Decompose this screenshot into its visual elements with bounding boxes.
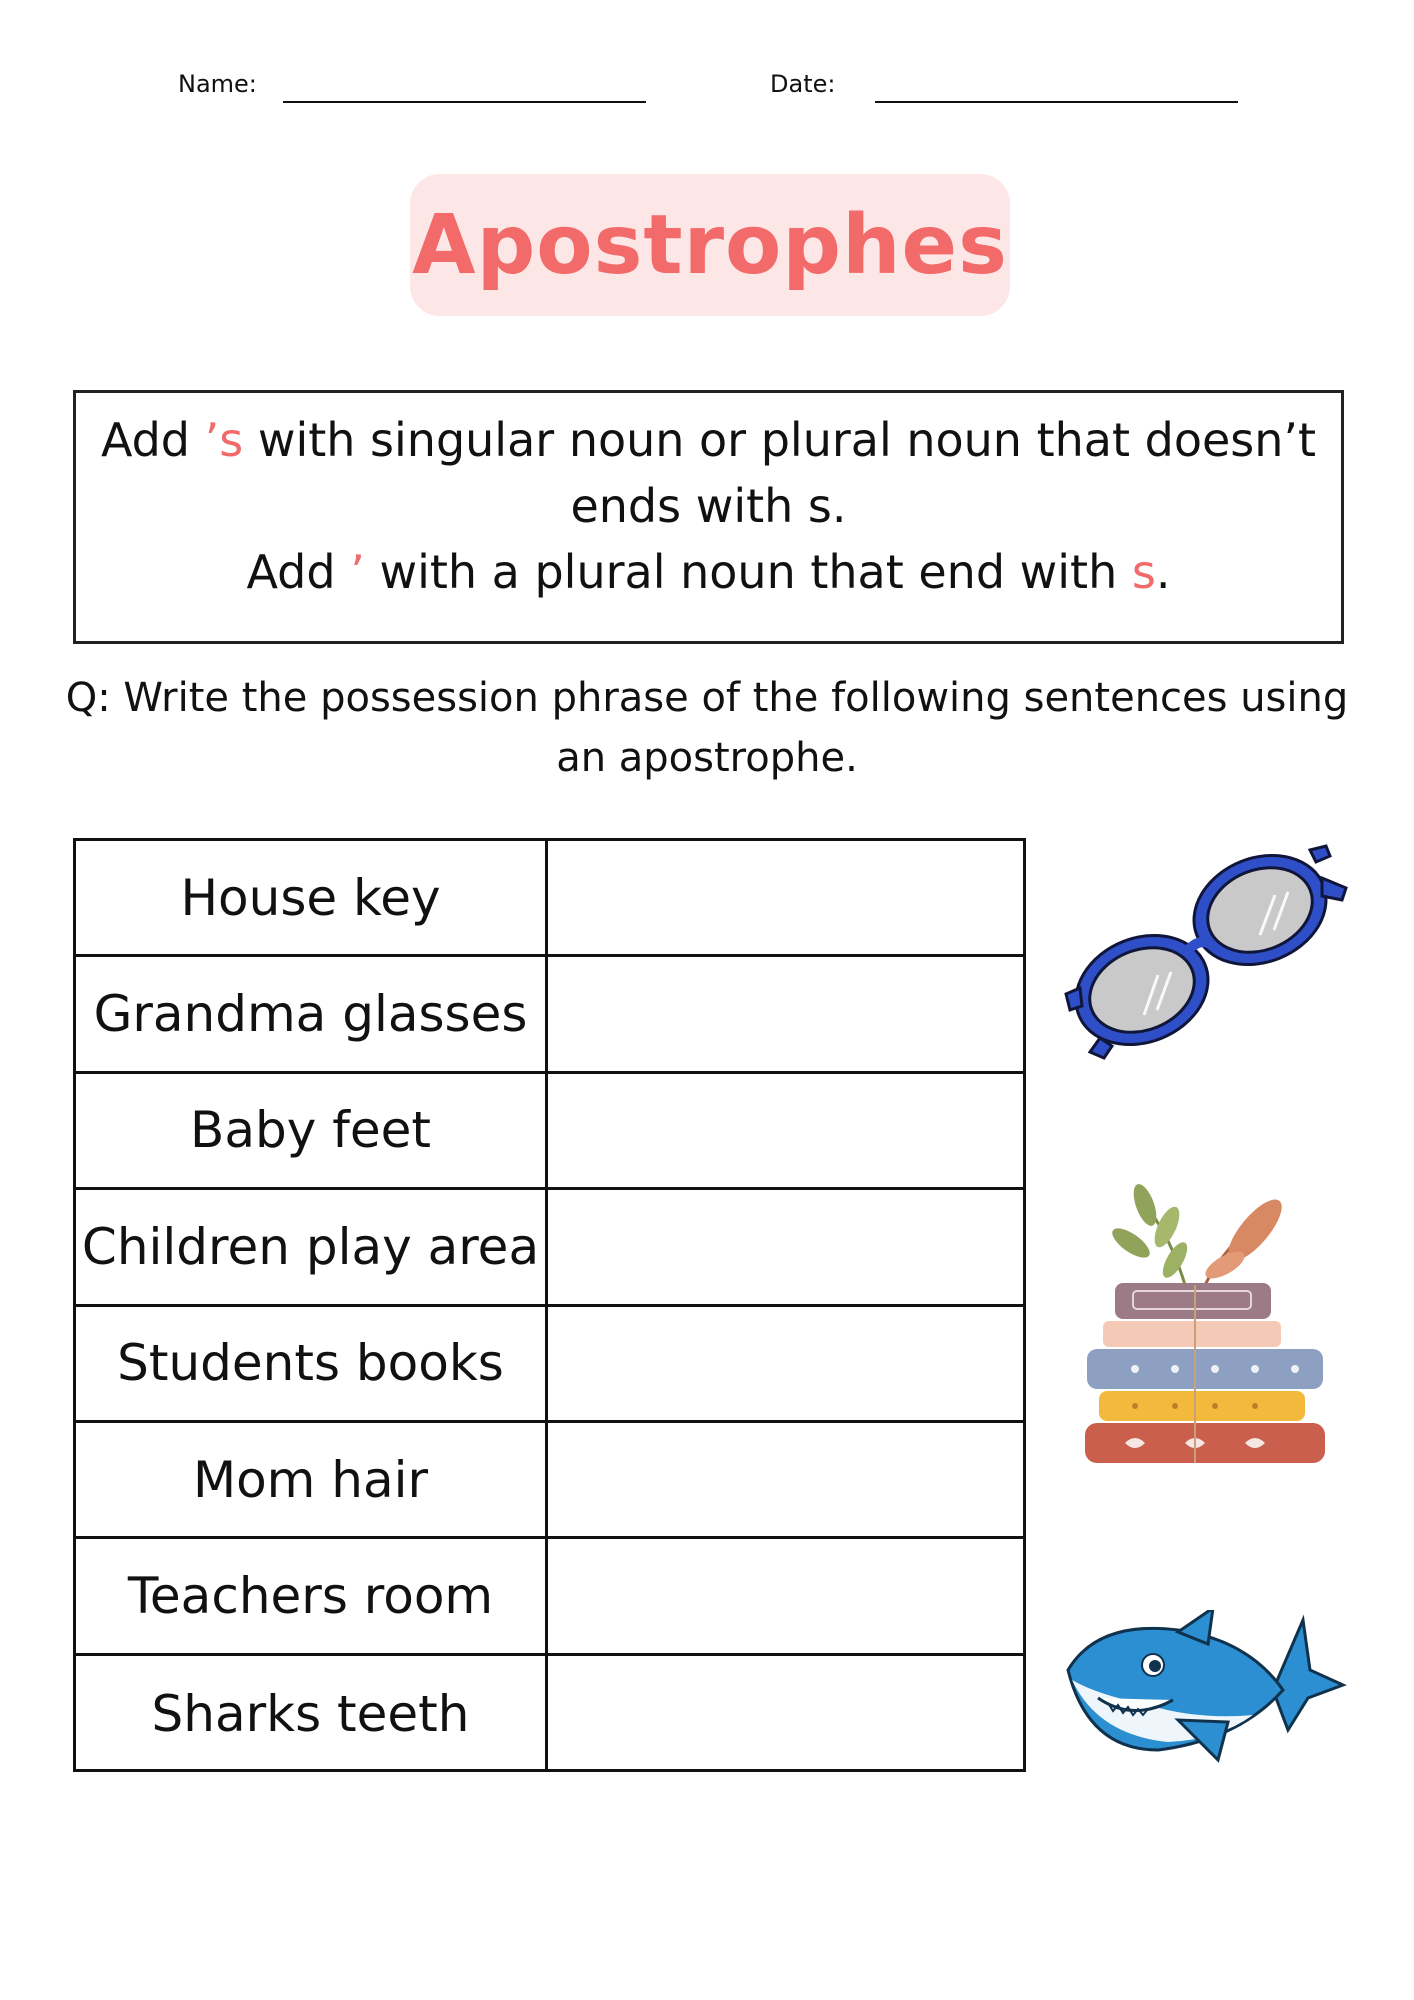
- rule-line-1: [76, 407, 1341, 473]
- page-title: Apostrophes: [412, 197, 1008, 293]
- answer-cell[interactable]: [548, 1307, 1023, 1420]
- shark-icon: [1058, 1610, 1348, 1780]
- table-row: [76, 1074, 1023, 1190]
- rule-line-2: ends with s.: [570, 479, 847, 533]
- answer-cell[interactable]: [548, 957, 1023, 1070]
- question-prompt: [60, 668, 1354, 788]
- answer-cell[interactable]: [548, 1074, 1023, 1187]
- table-row: [76, 1539, 1023, 1655]
- rules-box: [73, 390, 1344, 644]
- eyeglasses-icon: [1060, 840, 1350, 1060]
- phrase-cell: Students books: [76, 1307, 548, 1420]
- phrase-cell: Children play area: [76, 1190, 548, 1303]
- s-accent: s: [1131, 545, 1156, 599]
- rule-text: with singular noun or plural noun that doesn’t: [243, 413, 1317, 467]
- phrase-cell: Sharks teeth: [76, 1656, 548, 1772]
- phrase-cell: Mom hair: [76, 1423, 548, 1536]
- answer-cell[interactable]: [548, 1190, 1023, 1303]
- rule-text: Add: [246, 545, 351, 599]
- rule-text: Add: [100, 413, 205, 467]
- answer-cell[interactable]: [548, 1656, 1023, 1772]
- answer-cell[interactable]: [548, 841, 1023, 954]
- phrase-cell: Grandma glasses: [76, 957, 548, 1070]
- table-row: [76, 1423, 1023, 1539]
- rule-text: with a plural noun that end with: [364, 545, 1132, 599]
- apostrophe-accent: ’: [350, 545, 365, 599]
- date-label: Date:: [770, 70, 836, 98]
- answer-table: [73, 838, 1026, 1772]
- book-stack-icon: [1075, 1165, 1335, 1465]
- table-row: [76, 957, 1023, 1073]
- title-banner: [410, 174, 1010, 316]
- apostrophe-s-accent: ’s: [204, 413, 244, 467]
- table-row: [76, 1656, 1023, 1772]
- name-input-line[interactable]: [283, 101, 646, 103]
- phrase-cell: Teachers room: [76, 1539, 548, 1652]
- date-input-line[interactable]: [875, 101, 1238, 103]
- table-row: [76, 1307, 1023, 1423]
- phrase-cell: House key: [76, 841, 548, 954]
- table-row: [76, 1190, 1023, 1306]
- question-line-1: Q: Write the possession phrase of the following sentences using: [65, 675, 1349, 721]
- rule-text: .: [1155, 545, 1171, 599]
- rule-line-3: [76, 539, 1341, 605]
- table-row: [76, 841, 1023, 957]
- phrase-cell: Baby feet: [76, 1074, 548, 1187]
- answer-cell[interactable]: [548, 1423, 1023, 1536]
- question-line-2: an apostrophe.: [556, 735, 858, 781]
- answer-cell[interactable]: [548, 1539, 1023, 1652]
- name-label: Name:: [178, 70, 257, 98]
